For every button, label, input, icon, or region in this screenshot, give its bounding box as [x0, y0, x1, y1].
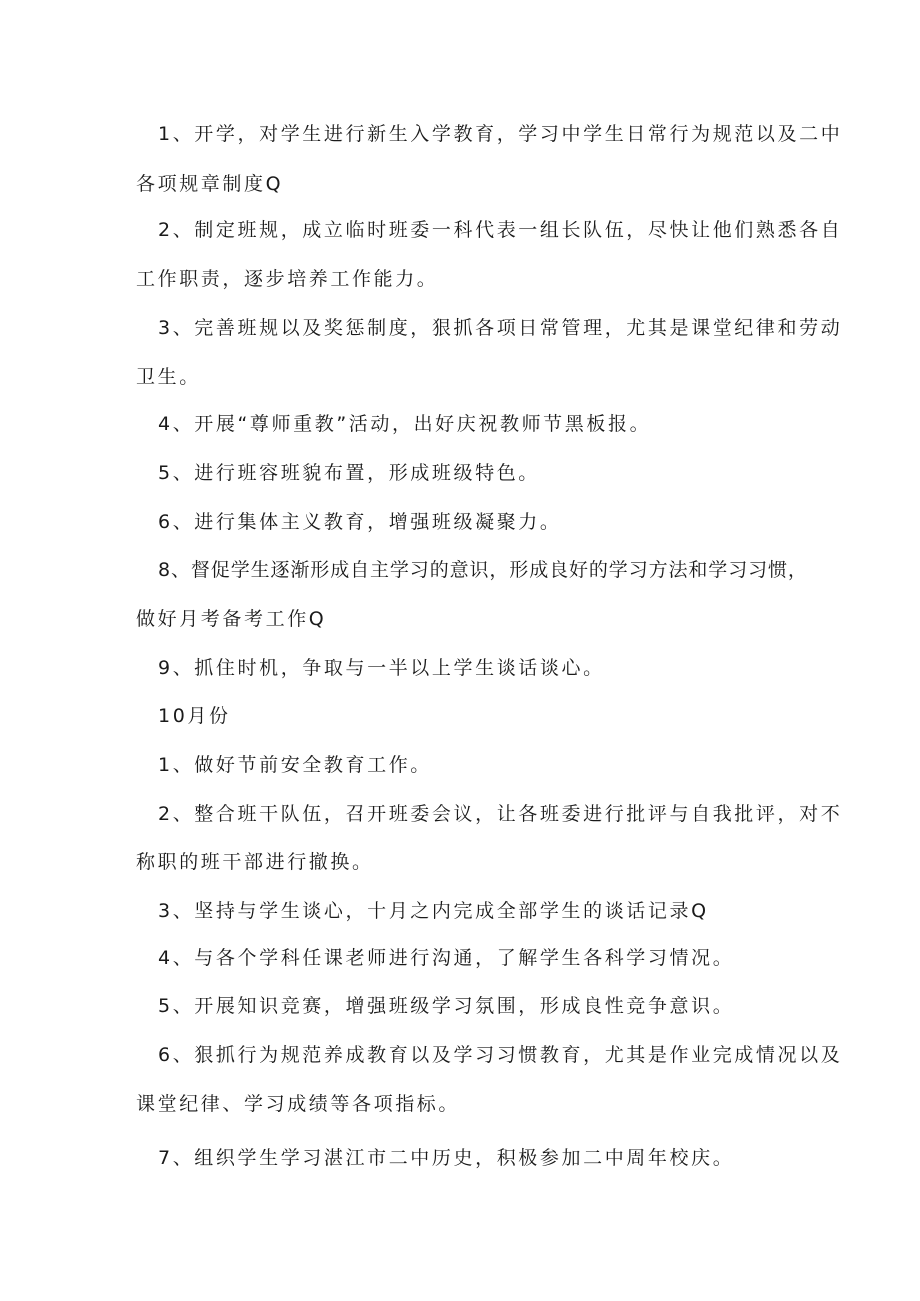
paragraph-sep-item-9: 9、抓住时机，争取与一半以上学生谈话谈心。 [158, 657, 605, 679]
paragraph-oct-item-6-line-2: 课堂纪律、学习成绩等各项指标。 [136, 1093, 461, 1115]
paragraph-sep-item-1-line-2: 各项规章制度Q [136, 173, 284, 195]
paragraph-oct-item-2-line-2: 称职的班干部进行撤换。 [136, 851, 374, 873]
paragraph-oct-item-5: 5、开展知识竞赛，增强班级学习氛围，形成良性竞争意识。 [158, 995, 735, 1017]
paragraph-oct-item-4: 4、与各个学科任课老师进行沟通，了解学生各科学习情况。 [158, 947, 735, 969]
paragraph-oct-item-1: 1、做好节前安全教育工作。 [158, 754, 432, 776]
paragraph-sep-item-1-line-1: 1、开学，对学生进行新生入学教育，学习中学生日常行为规范以及二中 [158, 123, 843, 145]
paragraph-sep-item-2-line-1: 2、制定班规，成立临时班委一科代表一组长队伍，尽快让他们熟悉各自 [158, 219, 843, 241]
paragraph-sep-item-5: 5、进行班容班貌布置，形成班级特色。 [158, 462, 540, 484]
paragraph-sep-item-8-line-1: 8、督促学生逐渐形成自主学习的意识，形成良好的学习方法和学习习惯， [158, 559, 808, 581]
paragraph-sep-item-8-line-2: 做好月考备考工作Q [136, 608, 327, 630]
section-heading-october: 10月份 [158, 705, 231, 727]
paragraph-sep-item-3-line-2: 卫生。 [136, 366, 201, 388]
paragraph-sep-item-4: 4、开展“尊师重教”活动，出好庆祝教师节黑板报。 [158, 413, 652, 435]
paragraph-oct-item-7: 7、组织学生学习湛江市二中历史，积极参加二中周年校庆。 [158, 1147, 735, 1169]
paragraph-sep-item-2-line-2: 工作职责，逐步培养工作能力。 [136, 268, 439, 290]
paragraph-oct-item-2-line-1: 2、整合班干队伍，召开班委会议，让各班委进行批评与自我批评，对不 [158, 803, 843, 825]
paragraph-oct-item-6-line-1: 6、狠抓行为规范养成教育以及学习习惯教育，尤其是作业完成情况以及 [158, 1044, 843, 1066]
paragraph-sep-item-3-line-1: 3、完善班规以及奖惩制度，狠抓各项日常管理，尤其是课堂纪律和劳动 [158, 317, 843, 339]
paragraph-oct-item-3: 3、坚持与学生谈心，十月之内完成全部学生的谈话记录Q [158, 900, 709, 922]
paragraph-sep-item-6: 6、进行集体主义教育，增强班级凝聚力。 [158, 511, 562, 533]
